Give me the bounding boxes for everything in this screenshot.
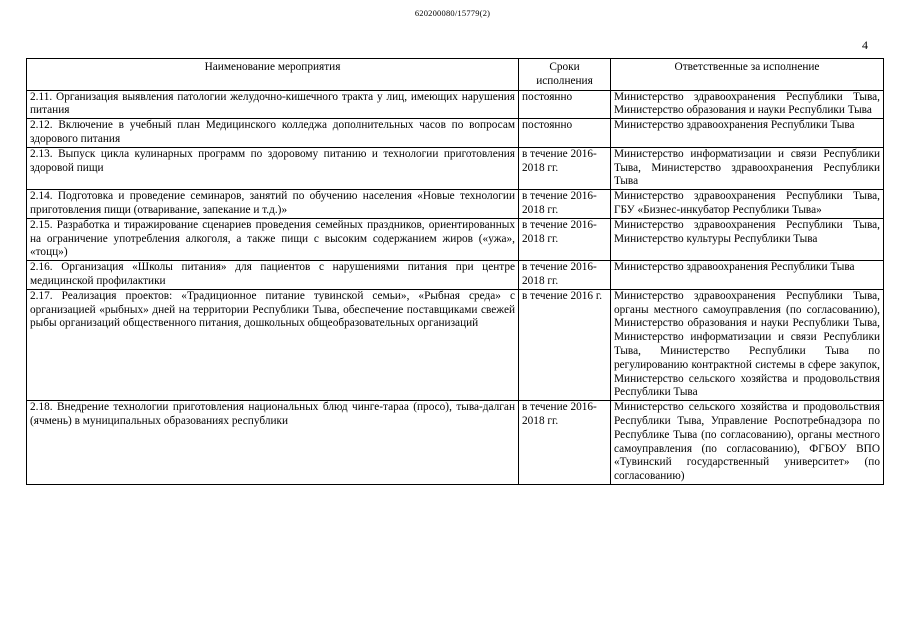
page-number: 4 [862,38,868,52]
table-row [27,147,884,189]
activity-responsible: Министерство здравоохранения Республики Тыва, органы местного самоуправления (по согласованию), Министерство образования и науки Республики Тыва, Министерство информатизации и связи Республики Тыва, Министерство Республики Тыва по регулированию контрактной системы в сфере закупок, Министерство сельского хозяйства и продовольствия Республики Тыва [611,289,884,400]
table-row [27,401,884,485]
activity-responsible: Министерство сельского хозяйства и продовольствия Республики Тыва, Управление Роспотребнадзора по Республике Тыва (по согласованию), органы местного самоуправления (по согласованию), ФГБОУ ВПО «Тувинский государственный университет» (по согласованию) [611,401,884,485]
activity-name: 2.18. Внедрение технологии приготовления национальных блюд чинге-тараа (просо), тыва-далган (ячмень) в муниципальных образованиях республики [27,401,519,485]
table-row [27,261,884,290]
activity-term: в течение 2016-2018 гг. [519,261,611,290]
activity-responsible: Министерство здравоохранения Республики Тыва [611,119,884,148]
column-header-responsible: Ответственные за исполнение [611,59,884,91]
activity-term: в течение 2016-2018 гг. [519,147,611,189]
table-row [27,289,884,400]
activity-responsible: Министерство здравоохранения Республики Тыва, Министерство культуры Республики Тыва [611,218,884,260]
table-row [27,190,884,219]
activity-name: 2.16. Организация «Школы питания» для пациентов с нарушениями питания при центре медицинской профилактики [27,261,519,290]
table-row [27,218,884,260]
activity-name: 2.14. Подготовка и проведение семинаров, занятий по обучению населения «Новые технологии приготовления пищи (отваривание, запекание и т.д.)» [27,190,519,219]
activities-table [26,58,884,485]
activity-responsible: Министерство информатизации и связи Республики Тыва, Министерство здравоохранения Республики Тыва [611,147,884,189]
activity-term: постоянно [519,90,611,119]
table-row [27,119,884,148]
document-id: 620200080/15779(2) [414,8,491,18]
activity-name: 2.15. Разработка и тиражирование сценариев проведения семейных праздников, ориентированных на ограничение употребления алкоголя, а также пищи с высоким содержанием жиров («ужа», «тоцц») [27,218,519,260]
table-header [27,59,884,91]
table-row [27,90,884,119]
column-header-term: Сроки исполнения [519,59,611,91]
activity-term: в течение 2016-2018 гг. [519,190,611,219]
header-row [27,59,884,91]
activity-responsible: Министерство здравоохранения Республики Тыва [611,261,884,290]
activity-term: в течение 2016-2018 гг. [519,401,611,485]
activity-term: в течение 2016 г. [519,289,611,400]
activity-name: 2.17. Реализация проектов: «Традиционное питание тувинской семьи», «Рыбная среда» с организацией «рыбных» дней на территории Республики Тыва, обеспечение поставщиками свежей рыбы организаций общественного питания, дошкольных общеобразовательных организаций [27,289,519,400]
activity-responsible: Министерство здравоохранения Республики Тыва, Министерство образования и науки Республики Тыва [611,90,884,119]
activity-responsible: Министерство здравоохранения Республики Тыва, ГБУ «Бизнес-инкубатор Республики Тыва» [611,190,884,219]
table-body [27,90,884,484]
activity-name: 2.12. Включение в учебный план Медицинского колледжа дополнительных часов по вопросам здорового питания [27,119,519,148]
column-header-name: Наименование мероприятия [27,59,519,91]
activity-name: 2.11. Организация выявления патологии желудочно-кишечного тракта у лиц, имеющих нарушения питания [27,90,519,119]
activity-term: в течение 2016-2018 гг. [519,218,611,260]
activity-term: постоянно [519,119,611,148]
activity-name: 2.13. Выпуск цикла кулинарных программ по здоровому питанию и технологии приготовления здоровой пищи [27,147,519,189]
